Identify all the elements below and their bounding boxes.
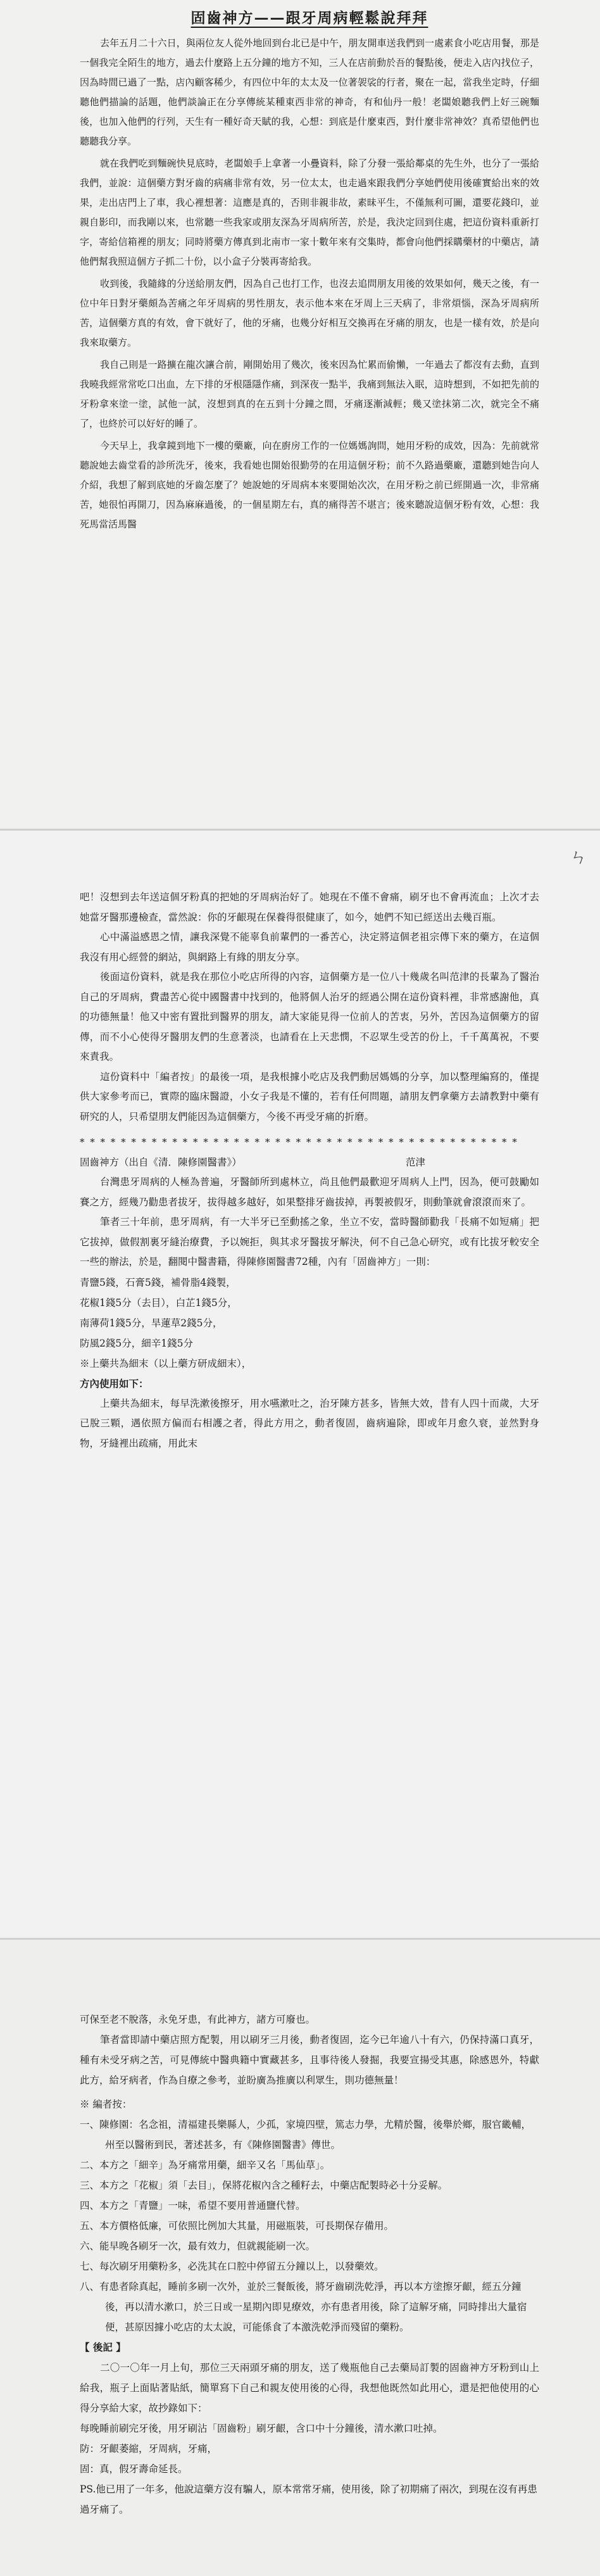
- ingredient-line: 花椒1錢5分（去目），白芷1錢5分，: [80, 1297, 237, 1309]
- source-title: 固齒神方（出自《清．陳修園醫書》）: [80, 1157, 242, 1168]
- paragraph: 可保至老不脫落，永免牙患，有此神方，諸方可廢也。: [80, 2014, 316, 2025]
- postscript-line: 防：牙齦萎縮，牙周病，牙痛，: [80, 2443, 218, 2454]
- paragraph: 心中滿溢感恩之情，讓我深覺不能辜負前輩們的一番苦心，決定將這個老祖宗傳下來的藥方，在這個我沒有用心經營的網站，與網路上有緣的朋友分享。: [80, 931, 539, 963]
- ingredient-line: 青鹽5錢，石膏5錢，補骨脂4錢製，: [80, 1276, 236, 1288]
- page-top-margin: [80, 831, 539, 888]
- source-line: [80, 1152, 539, 1172]
- paragraph: 台灣患牙周病的人極為普遍，牙醫師所到處林立，尚且他們最歡迎牙周病人上門，因為，便可鼓勵如賽之方，經幾乃勸患者拔牙，拔得越多越好，如果整排牙齒拔掉，再製被假牙，則動筆就會滾滾而來了。: [80, 1176, 539, 1208]
- postscript-lines: [80, 2418, 539, 2520]
- paragraph: 筆者三十年前，患牙周病，有一大半牙已至動搖之象，坐立不安，當時醫師勸我「長痛不如短痛」把它拔掉，做假割裏牙縫治療費，予以婉拒，與其求牙醫拔牙解決，何不自己急心研究，或有比拔牙較安全一些的辦法，於是，翻閱中醫書籍，得陳修園醫書72種，內有「固齒神方」一則：: [80, 1216, 539, 1267]
- document-title: 固齒神方——跟牙周病輕鬆說拜拜: [191, 9, 428, 27]
- postscript-line: PS.他已用了一年多，他說這藥方沒有騙人，原本常常牙痛，使用後，除了初期痛了兩次，到現在沒有再患過牙痛了。: [80, 2484, 537, 2515]
- postscript-text: 二〇一〇年一月上旬，那位三天兩頭牙痛的朋友，送了幾瓶他自己去藥局訂製的固齒神方牙粉到山上給我，瓶子上面貼著貼紙，簡單寫下自己和親友使用後的心得，我想他既然如此用心，還是把他使用的心得分享給大家，故抄錄如下：: [80, 2362, 539, 2414]
- paragraph: 就在我們吃到麵碗快見底時，老闆娘手上拿著一小疊資料，除了分發一張給鄰桌的先生外，也分了一張給我們，並說：這個藥方對牙齒的病痛非常有效，另一位太太，也走過來跟我們分享她們使用後確實給出來的效果，走出店門上了車，我心裡想著：這應是真的，否則非親非故，素昧平生，不僅無利可圖，還要花錢印，並親自影印，而我剛以來，也常聽一些我家或朋友深為牙周病所苦，於是，我決定回到住處，把這份資料重新打字，寄給信箱裡的朋友；同時將藥方傳真到北南市一家十數年來有交集時，都會向他們採購藥材的中藥店，請他們幫我照這個方子抓二十份，以小盒子分裝再寄給我。: [80, 158, 539, 267]
- list-item: 三、本方之「花椒」須「去目」，保將花椒內含之種籽去，中藥店配製時必十分妥解。: [80, 2180, 448, 2191]
- ingredient-line: 南薄荷1錢5分，旱蓮草2錢5分，: [80, 1317, 223, 1329]
- source-author: 范津: [405, 1157, 425, 1168]
- list-item: 一、陳修園：名念祖，清福建長樂縣人，少孤，家境四壁，篤志力學，尤精於醫，後舉於鄉，服官畿輔，州至以醫術到民，著述甚多，有《陳修園醫書》傳世。: [80, 2119, 532, 2151]
- paragraph: 收到後，我隨緣的分送給朋友們，因為自己也打工作，也沒去追問朋友用後的效果如何，幾天之後，有一位中年日對牙藥頗為苦痛之年牙周病的男性朋友，表示他本來在牙周上三天病了，非常煩惱，深為牙周病所苦，這個藥方真的有效，會下就好了，他的牙痛，也幾分好相互交換再在牙痛的朋友，也是一樣有效，於是向我來取藥方。: [80, 278, 539, 348]
- ingredient-line: 防風2錢5分，細辛1錢5分: [80, 1337, 193, 1349]
- ingredient-note: ※上藥共為細末（以上藥方研成細末），: [80, 1357, 252, 1369]
- list-item: 八、有患者除真起，睡前多刷一次外，並於三餐飯後，將牙齒刷洗乾淨，再以本方塗擦牙齦，經五分鐘後，再以清水漱口，於三日或一星期內即見療效，亦有患者用後，除了這解牙痛，同時排出大量宿便，甚原因據小吃店的太太說，可能係食了本激洗乾淨而殘留的藥粉。: [80, 2281, 527, 2333]
- paragraph: 去年五月二十六日，與兩位友人從外地回到台北已是中午，朋友開車送我們到一處素食小吃店用餐，那是一個我完全陌生的地方，過去什麼路上五分鐘的地方不知，三人在店前動於吾的餐點後，便走入店內找位子，因為時間已過了一點，店內顧客稀少，有四位中年的太太及一位著袈裟的行者，聚在一起，當我坐定時，仔細聽他們描論的話題，他們談論正在分享傳統某種東西非常的神奇，有和仙丹一般！老闆娘聽我們上好三碗麵後，也加入他們的行列，天生有一種好奇天賦的我，心想：到底是什麼東西，對什麼非常神效？真希望他們也聽聽我分享。: [80, 37, 539, 147]
- paragraph: 我自己則是一路擴在龍次讓合前，剛開始用了幾次，後來因為忙累而偷懶，一年過去了都沒有去動，直到我曉我經常常吃口出血，左下排的牙根隱隱作痛，到深夜一點半，我痛到無法入眠，這時想到，不如把先前的牙粉拿來塗一塗，試他一試，沒想到真的在五到十分鐘之間，牙痛逐漸減輕；幾又塗抹第二次，就完全不痛了，也終於可以好好的睡了。: [80, 359, 539, 429]
- list-item: 六、能早晚各刷牙一次，最有效力，但就親能刷一次。: [80, 2240, 316, 2252]
- document-page-1: [0, 0, 600, 831]
- method-title: 方內使用如下：: [80, 1377, 149, 1390]
- document-page-2: [0, 831, 600, 1940]
- method-text: 上藥共為細末，每早洗漱後擦牙，用水嚥漱吐之，治牙陳方甚多，皆無大效，昔有人四十而歲，大牙已脫三顆，遇依照方偏而右相護之者，得此方用之，動者復固，齒病遍除，即或年月愈久衰，並然對身物，牙縫裡出疏痛，用此末: [80, 1397, 539, 1449]
- paragraph: 筆者當即請中藥店照方配製，用以刷牙三月後，動者復固，迄今已年逾八十有六，仍保持滿口真牙，種有未受牙病之苦，可見傳統中醫典籍中實藏甚多，且事待後人發掘，我要宣揚受其惠，除感恩外，特獻此方，給牙病者，作為自療之參考，並盼廣為推廣以利眾生，則功德無量！: [80, 2034, 539, 2086]
- document-page-3: [0, 1940, 600, 2576]
- postscript-line: 固：真，假牙壽命延長。: [80, 2463, 188, 2475]
- page1-body: [80, 34, 539, 534]
- list-item: 七、每次刷牙用藥粉多，必洗其在口腔中停留五分鐘以上，以發藥效。: [80, 2261, 384, 2272]
- editor-note-title: ※ 編者按：: [80, 2099, 132, 2110]
- list-item: 二、本方之「細辛」為牙痛常用藥，細辛又名「馬仙草」。: [80, 2159, 330, 2171]
- paragraph: 這份資料中「編者按」的最後一項，是我根據小吃店及我們動居媽媽的分享，加以整理編寫的，僅提供大家參考而已，實際的臨床醫證，小女子我是不懂的，若有任何問題，請朋友們拿藥方去請教對中藥有研究的人，只希望朋友們能因為這個藥方，今後不再受牙痛的折磨。: [80, 1071, 539, 1122]
- postscript-line: 每晚睡前刷完牙後，用牙刷沾「固齒粉」刷牙齦，含口中十分鐘後，清水漱口吐掉。: [80, 2423, 443, 2434]
- postscript-title: 【 後記 】: [80, 2341, 126, 2353]
- paragraph: 後面這份資料，就是我在那位小吃店所得的內容，這個藥方是一位八十幾歲名叫范津的長輩為了醫治自己的牙周病，費盡苦心從中國醫書中找到的，他將個人治牙的經過公開在這份資料裡，非常感謝他，真的功德無量！他又中密有置批到醫界的朋友，請大家能見得一位前人的苦衷，另外，苦因為這個藥方的留傳，而不小心使得牙醫朋友們的生意著淡，也請看在上天悲憫，不忍眾生受苦的份上，千千萬萬祝，不要來責我。: [80, 971, 539, 1062]
- binding-mark-icon: ㄣ: [570, 846, 588, 867]
- editor-note-list: [80, 2114, 539, 2337]
- list-item: 四、本方之「青鹽」一味，希望不要用普通鹽代替。: [80, 2200, 306, 2211]
- list-item: 五、本方價格低廉，可依照比例加大其量，用磁瓶裝，可長期保存備用。: [80, 2220, 394, 2232]
- ingredient-list: [80, 1272, 539, 1374]
- paragraph: 吧！沒想到去年送這個牙粉真的把她的牙周病治好了。她現在不僅不會痛，刷牙也不會再流血；上次才去她當牙醫那邊檢查，當然說：你的牙齦現在保養得很健康了，如今，她們不知已經送出去幾百瓶。: [80, 891, 539, 923]
- paragraph: 今天早上，我拿鏡到地下一樓的藥廠，向在廚房工作的一位媽媽詢問，她用牙粉的成效，因為：先前就常聽說她去齒堂看的診所洗牙，後來，我看她也開始很勤勞的在用這個牙粉；前不久路過藥廠，還聽到她告向人介紹，我想了解到底她的牙齒怎麼了？她說她的牙周病本來要開始次次，在用牙粉之前已經開過一次，非常痛苦，她很怕再開刀，因為麻麻過後，的一個星期左右，真的痛得苦不堪言；後來聽說這個牙粉有效，心想：我死馬當活馬醫: [80, 440, 539, 530]
- page-top-margin: [80, 1940, 539, 2009]
- star-separator: * * * * * * * * * * * * * * * * * * * * * * * * * * * * * * * * * * * * * * * * * * *: [80, 1136, 518, 1148]
